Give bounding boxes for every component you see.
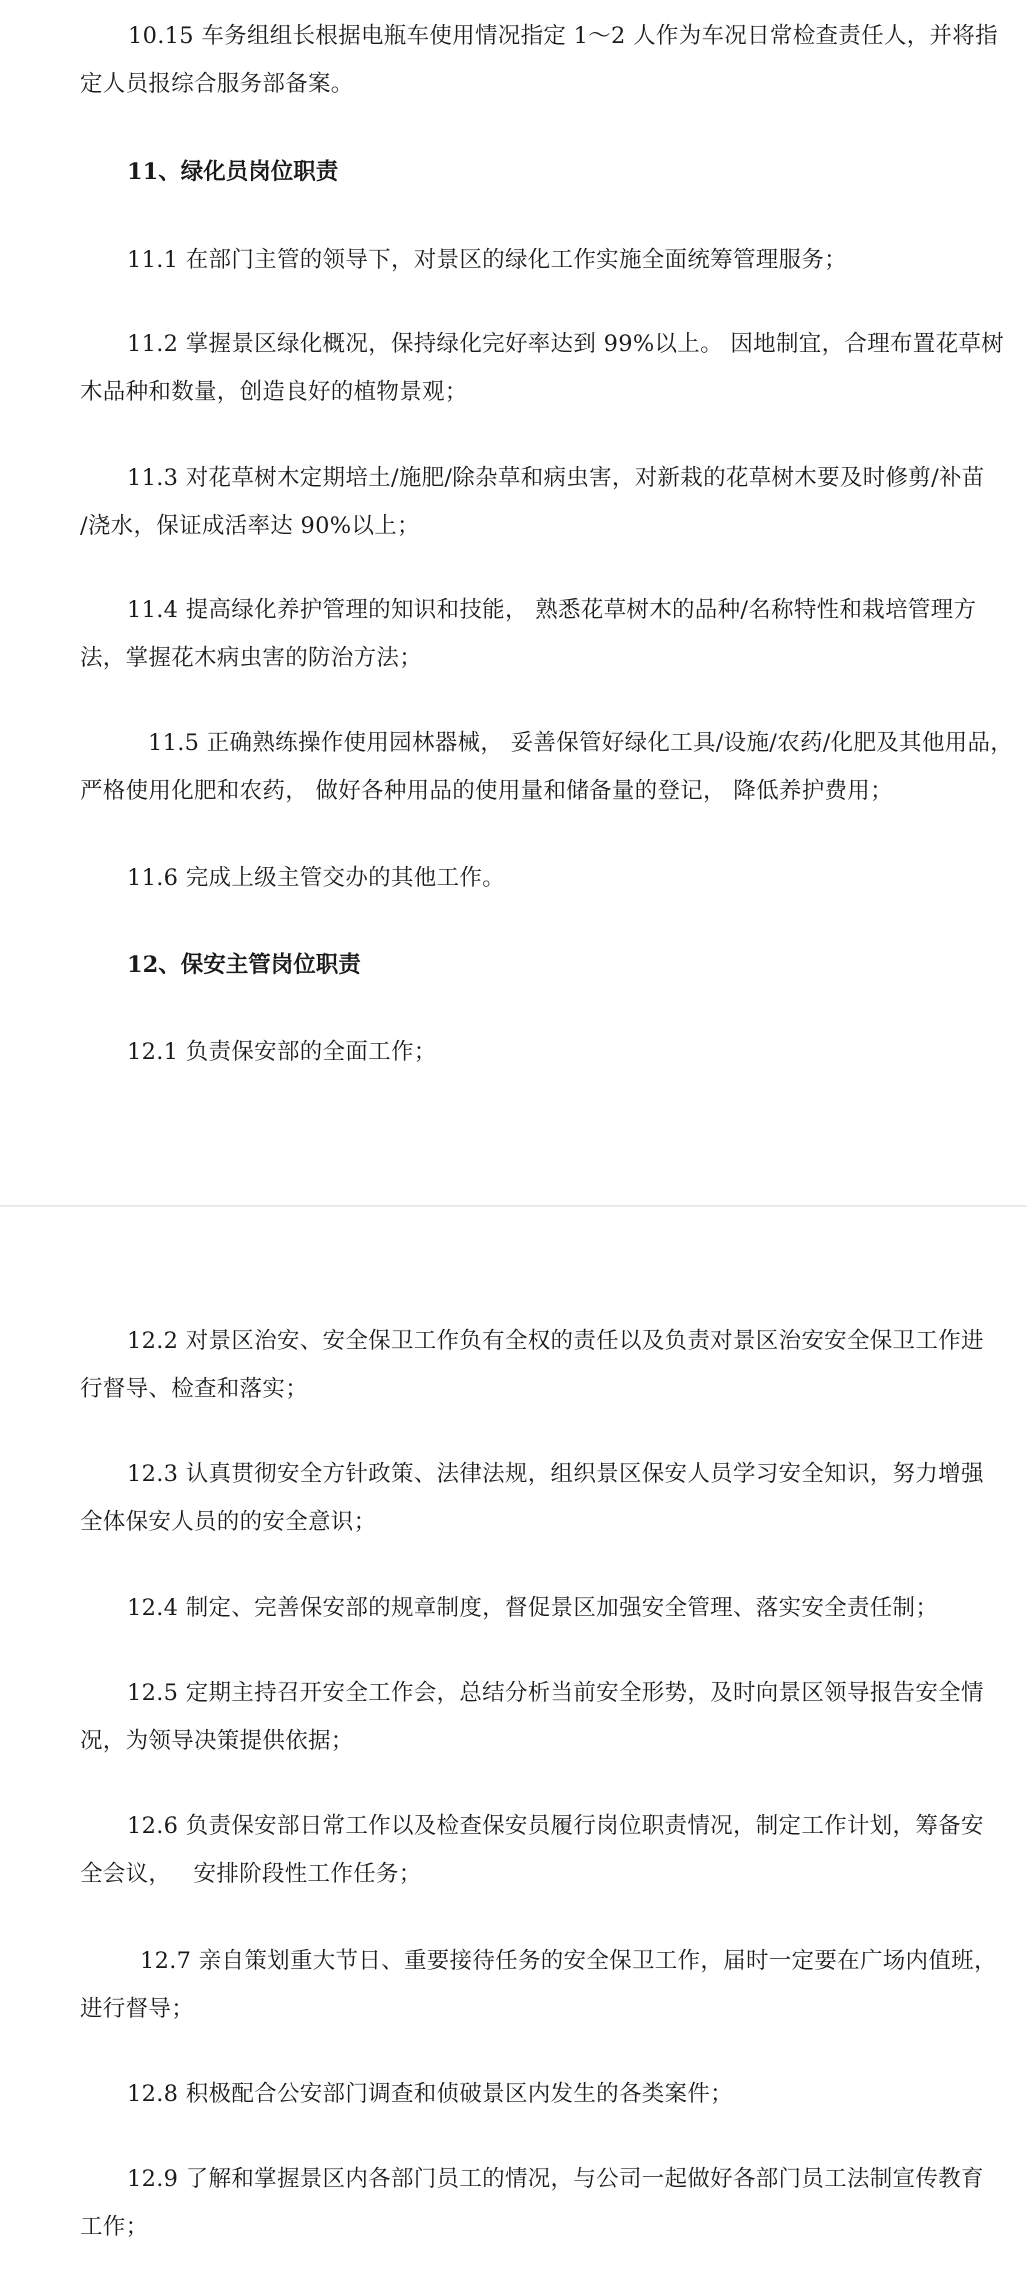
paragraph-line: 定人员报综合服务部备案。 xyxy=(80,71,354,97)
paragraph-line: 12.7 亲自策划重大节日、重要接待任务的安全保卫工作，届时一定要在广场内值班， xyxy=(140,1948,997,1974)
paragraph-line: 11.5 正确熟练操作使用园林器械， 妥善保管好绿化工具/设施/农药/化肥及其他用品， xyxy=(148,730,1014,756)
paragraph-line: 11.4 提高绿化养护管理的知识和技能， 熟悉花草树木的品种/名称特性和栽培管理方 xyxy=(127,597,977,623)
paragraph-12-5 xyxy=(80,1669,984,1765)
document-page-2 xyxy=(0,1207,1027,2272)
paragraph-line: 况，为领导决策提供依据； xyxy=(80,1728,354,1754)
paragraph-line: 11.3 对花草树木定期培土/施肥/除杂草和病虫害，对新栽的花草树木要及时修剪/补苗 xyxy=(127,465,985,491)
paragraph-11-3 xyxy=(80,454,985,550)
paragraph-12-8: 12.8 积极配合公安部门调查和侦破景区内发生的各类案件； xyxy=(127,2081,733,2107)
paragraph-line: 进行督导； xyxy=(80,1996,195,2022)
paragraph-12-1: 12.1 负责保安部的全面工作； xyxy=(127,1039,437,1065)
paragraph-11-2 xyxy=(80,320,1004,416)
paragraph-10-15 xyxy=(80,12,998,108)
paragraph-12-6 xyxy=(80,1802,984,1898)
paragraph-line: 12.9 了解和掌握景区内各部门员工的情况，与公司一起做好各部门员工法制宣传教育 xyxy=(127,2166,984,2192)
section-heading-12: 12、保安主管岗位职责 xyxy=(127,952,361,978)
paragraph-line: 工作； xyxy=(80,2214,149,2240)
paragraph-12-3 xyxy=(80,1450,984,1546)
paragraph-line: /浇水，保证成活率达 90%以上； xyxy=(80,513,420,539)
paragraph-11-5 xyxy=(80,719,1014,815)
paragraph-12-4: 12.4 制定、完善保安部的规章制度，督促景区加强安全管理、落实安全责任制； xyxy=(127,1595,939,1621)
paragraph-line: 10.15 车务组组长根据电瓶车使用情况指定 1～2 人作为车况日常检查责任人，并将指 xyxy=(128,23,998,49)
paragraph-line: 行督导、检查和落实； xyxy=(80,1376,309,1402)
paragraph-line: 12.2 对景区治安、安全保卫工作负有全权的责任以及负责对景区治安安全保卫工作进 xyxy=(127,1328,984,1354)
paragraph-11-1: 11.1 在部门主管的领导下，对景区的绿化工作实施全面统筹管理服务； xyxy=(127,247,847,273)
paragraph-line: 木品种和数量，创造良好的植物景观； xyxy=(80,379,468,405)
paragraph-12-7 xyxy=(80,1937,997,2033)
paragraph-12-9 xyxy=(80,2155,984,2251)
paragraph-line: 12.6 负责保安部日常工作以及检查保安员履行岗位职责情况，制定工作计划，筹备安 xyxy=(127,1813,984,1839)
paragraph-line: 严格使用化肥和农药， 做好各种用品的使用量和储备量的登记， 降低养护费用； xyxy=(80,778,893,804)
paragraph-line: 11.2 掌握景区绿化概况，保持绿化完好率达到 99%以上。 因地制宜，合理布置花草树 xyxy=(127,331,1004,357)
paragraph-12-2 xyxy=(80,1317,984,1413)
paragraph-line: 12.3 认真贯彻安全方针政策、法律法规，组织景区保安人员学习安全知识，努力增强 xyxy=(127,1461,984,1487)
paragraph-line: 12.5 定期主持召开安全工作会，总结分析当前安全形势，及时向景区领导报告安全情 xyxy=(127,1680,984,1706)
paragraph-11-6: 11.6 完成上级主管交办的其他工作。 xyxy=(127,865,505,891)
paragraph-line: 法，掌握花木病虫害的防治方法； xyxy=(80,645,423,671)
paragraph-line: 全体保安人员的的安全意识； xyxy=(80,1509,377,1535)
section-heading-11: 11、绿化员岗位职责 xyxy=(127,159,339,185)
paragraph-11-4 xyxy=(80,586,977,682)
paragraph-line: 全会议， 安排阶段性工作任务； xyxy=(80,1861,422,1887)
